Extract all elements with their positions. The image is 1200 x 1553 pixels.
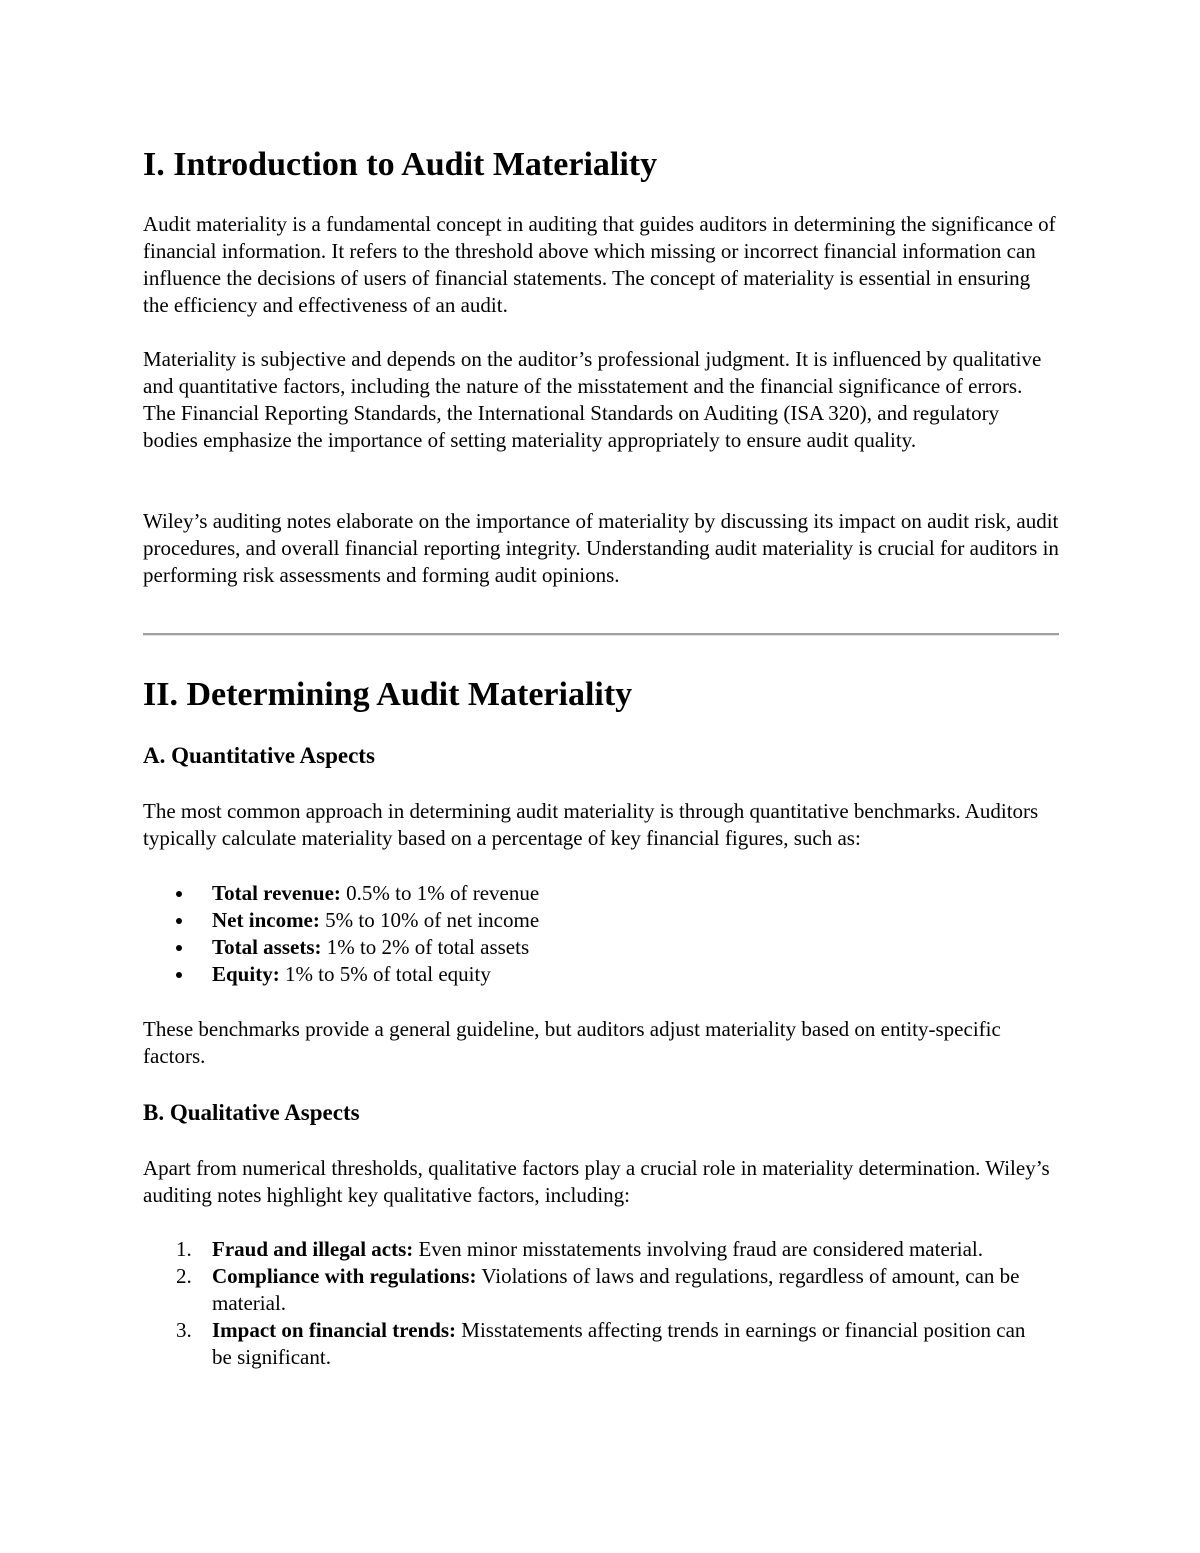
paragraph-quantitative-intro: The most common approach in determining audit materiality is through quantitative benchmarks. Auditors typically calculate materiality based on a percentage of key financial figures, such as: xyxy=(143,799,1039,850)
item-label: Net income: xyxy=(212,908,320,932)
section-heading-determining: II. Determining Audit Materiality xyxy=(143,676,633,713)
item-number: 1. xyxy=(176,1237,192,1261)
list-item xyxy=(143,1236,1059,1263)
item-text: 1% to 2% of total assets xyxy=(321,935,530,959)
item-number: 3. xyxy=(176,1318,192,1342)
bullet-icon xyxy=(176,945,182,951)
subsection-heading-qualitative: B. Qualitative Aspects xyxy=(143,1100,360,1125)
paragraph-qualitative-intro: Apart from numerical thresholds, qualitative factors play a crucial role in materiality determination. Wiley’s auditing notes highlight key qualitative factors, including: xyxy=(143,1156,1050,1207)
section-heading-introduction: I. Introduction to Audit Materiality xyxy=(143,146,658,183)
bullet-icon xyxy=(176,972,182,978)
item-label: Equity: xyxy=(212,962,280,986)
item-label: Total assets: xyxy=(212,935,322,959)
item-number: 2. xyxy=(176,1264,192,1288)
item-text: 5% to 10% of net income xyxy=(319,908,540,932)
list-item xyxy=(143,907,1059,934)
subsection-heading-quantitative: A. Quantitative Aspects xyxy=(143,743,375,768)
paragraph-intro-definition: Audit materiality is a fundamental concept in auditing that guides auditors in determining the significance of financial information. It refers to the threshold above which missing or incorrect financial information can influence the decisions of users of financial statements. The concept of materiality is essential in ensuring the efficiency and effectiveness of an audit. xyxy=(143,212,1056,317)
list-item xyxy=(143,961,1059,988)
benchmark-list xyxy=(143,880,1059,988)
item-text: Misstatements affecting trends in earnings or financial position can be significant. xyxy=(212,1318,1026,1369)
horizontal-divider xyxy=(143,633,1059,636)
item-label: Total revenue: xyxy=(212,881,341,905)
list-item xyxy=(143,1317,1059,1371)
item-label: Compliance with regulations: xyxy=(212,1264,477,1288)
paragraph-intro-judgment: Materiality is subjective and depends on the auditor’s professional judgment. It is influenced by qualitative and quantitative factors, including the nature of the misstatement and the financial significance of errors. The Financial Reporting Standards, the International Standards on Auditing (ISA 320), and regulatory bodies emphasize the importance of setting materiality appropriately to ensure audit quality. xyxy=(143,347,1042,452)
item-text: 0.5% to 1% of revenue xyxy=(340,881,540,905)
item-label: Impact on financial trends: xyxy=(212,1318,457,1342)
item-text: Violations of laws and regulations, regardless of amount, can be material. xyxy=(212,1264,1020,1315)
item-label: Fraud and illegal acts: xyxy=(212,1237,414,1261)
item-text: 1% to 5% of total equity xyxy=(279,962,491,986)
qualitative-factor-list xyxy=(143,1236,1059,1371)
bullet-icon xyxy=(176,918,182,924)
item-text: Even minor misstatements involving fraud are considered material. xyxy=(413,1237,984,1261)
paragraph-benchmarks-note: These benchmarks provide a general guideline, but auditors adjust materiality based on entity-specific factors. xyxy=(143,1017,1001,1068)
list-item xyxy=(143,1263,1059,1317)
list-item xyxy=(143,880,1059,907)
list-item xyxy=(143,934,1059,961)
paragraph-intro-wiley: Wiley’s auditing notes elaborate on the importance of materiality by discussing its impact on audit risk, audit procedures, and overall financial reporting integrity. Understanding audit materiality is crucial for auditors in performing risk assessments and forming audit opinions. xyxy=(143,509,1059,587)
bullet-icon xyxy=(176,891,182,897)
